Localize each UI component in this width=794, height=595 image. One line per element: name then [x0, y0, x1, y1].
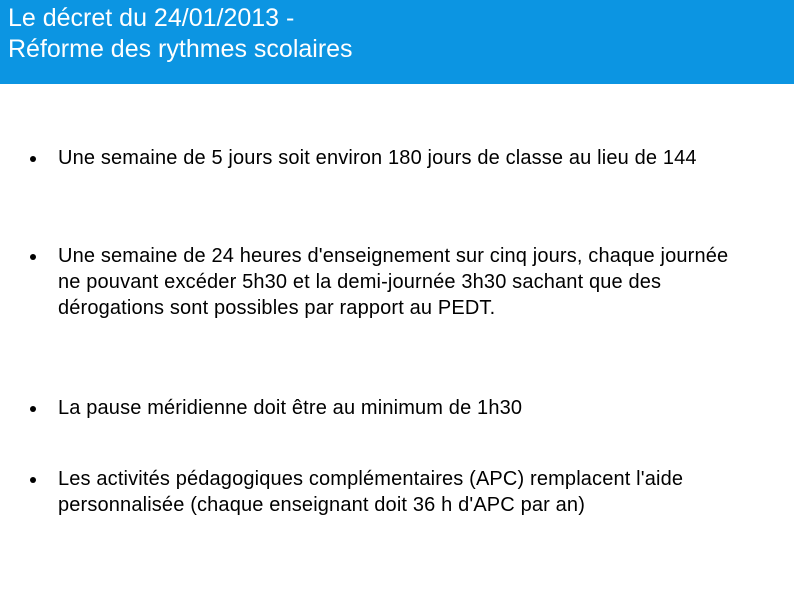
- bullet-dot-icon: [30, 406, 36, 412]
- slide-title-line-1: Le décret du 24/01/2013 -: [8, 4, 295, 32]
- bullet-text: Une semaine de 24 heures d'enseignement sur cinq jours, chaque journée ne pouvant excéder 5h30 et la demi-journée 3h30 sachant que des dérogations sont possibles par rapport au PEDT.: [58, 245, 729, 319]
- bullet-text: La pause méridienne doit être au minimum de 1h30: [58, 397, 523, 419]
- slide-title-line-2: Réforme des rythmes scolaires: [8, 35, 353, 63]
- bullet-text: Une semaine de 5 jours soit environ 180 jours de classe au lieu de 144: [58, 147, 697, 169]
- bullet-dot-icon: [30, 477, 36, 483]
- bullet-dot-icon: [30, 254, 36, 260]
- bullet-text: Les activités pédagogiques complémentaires (APC) remplacent l'aide personnalisée (chaque enseignant doit 36 h d'APC par an): [58, 468, 684, 516]
- bullet-dot-icon: [30, 156, 36, 162]
